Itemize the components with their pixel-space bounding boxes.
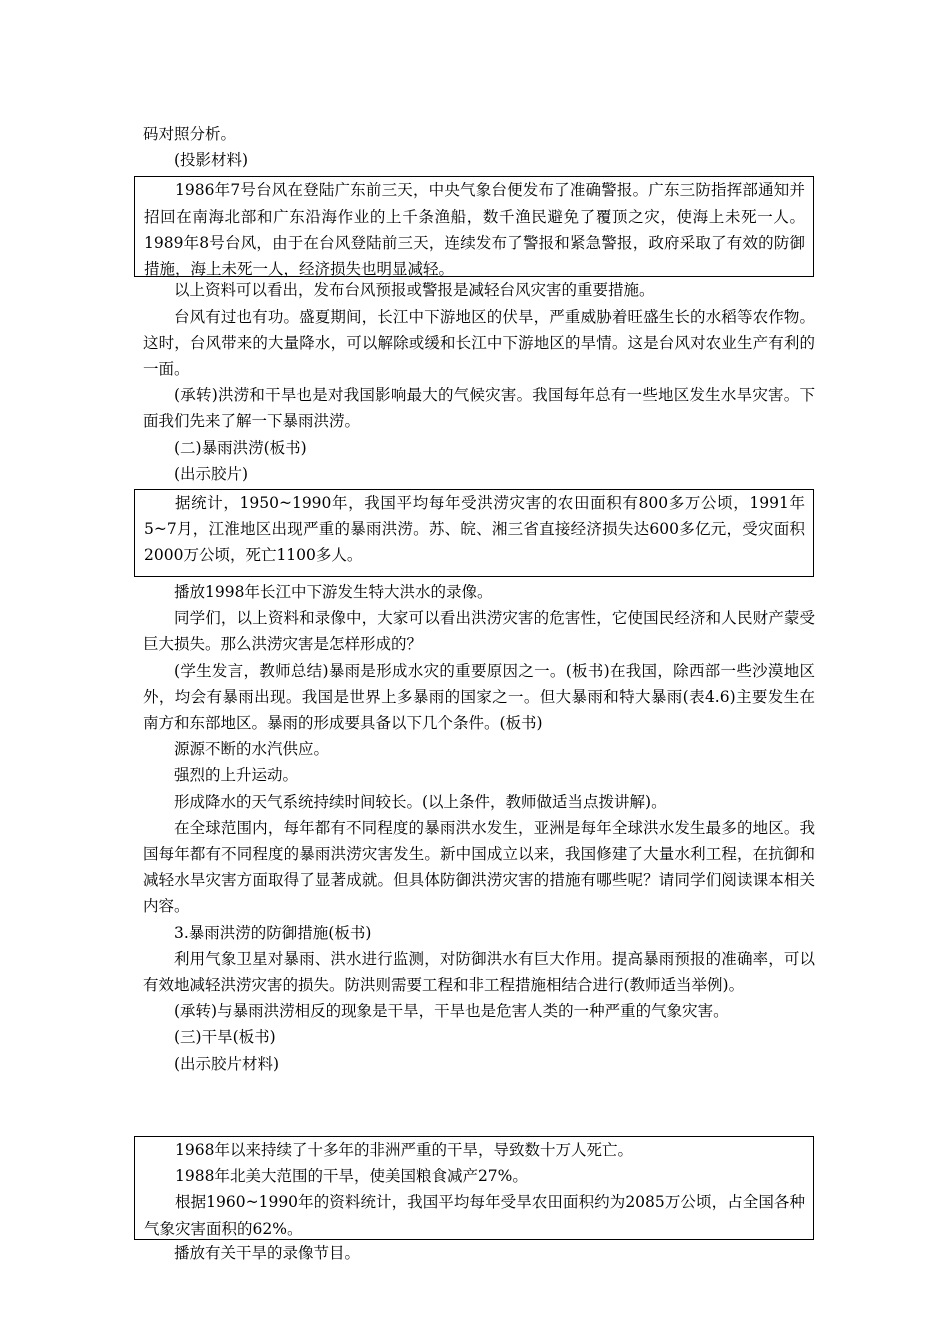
paragraph-measures: 利用气象卫星对暴雨、洪水进行监测，对防御洪水有巨大作用。提高暴雨预报的准确率，可以有效地减轻洪涝灾害的损失。防洪则需要工程和非工程措施相结合进行(教师适当举例)。: [143, 949, 815, 995]
paragraph-conclusion: 以上资料可以看出，发布台风预报或警报是减轻台风灾害的重要措施。: [174, 281, 655, 300]
paragraph-question: 同学们，以上资料和录像中，大家可以看出洪涝灾害的危害性，它使国民经济和人民财产蒙受巨大损失。那么洪涝灾害是怎样形成的？: [143, 609, 815, 654]
label-show-slide-material: (出示胶片材料): [174, 1054, 280, 1073]
paragraph-causes: (学生发言，教师总结)暴雨是形成水灾的重要原因之一。(板书)在我国，除西部一些沙漠地区外，均会有暴雨出现。我国是世界上多暴雨的国家之一。但大暴雨和特大暴雨(表4.6)主要发生在南方和东部地区。暴雨的形成要具备以下几个条件。(板书): [143, 661, 815, 733]
paragraph-global-flood: 在全球范围内，每年都有不同程度的暴雨洪水发生，亚洲是每年全球洪水发生最多的地区。我国每年都有不同程度的暴雨洪涝灾害发生。新中国成立以来，我国修建了大量水利工程，在抗御和减轻水旱灾害方面取得了显著成就。但具体防御洪涝灾害的措施有哪些呢？请同学们阅读课本相关内容。: [143, 818, 815, 916]
typhoon-material-text: 1986年7号台风在登陆广东前三天，中央气象台便发布了准确警报。广东三防指挥部通知并招回在南海北部和广东沿海作业的上千条渔船，数千渔民避免了覆顶之灾，使海上未死一人。1989年8号台风，由于在台风登陆前三天，连续发布了警报和紧急警报，政府采取了有效的防御措施，海上未死一人，经济损失也明显减轻。: [144, 181, 805, 279]
condition-item: 源源不断的水汽供应。: [174, 740, 330, 759]
typhoon-material-box: [134, 176, 814, 277]
blank-space: [143, 1077, 815, 1136]
paragraph-video-1998: 播放1998年长江中下游发生特大洪水的录像。: [174, 583, 493, 602]
paragraph-video-drought: 播放有关干旱的录像节目。: [174, 1243, 361, 1262]
paragraph-transition-drought: (承转)与暴雨洪涝相反的现象是干旱，干旱也是危害人类的一种严重的气象灾害。: [174, 1002, 729, 1021]
flood-statistics-text: 据统计，1950~1990年，我国平均每年受洪涝灾害的农田面积有800多万公顷，1991年5~7月，江淮地区出现严重的暴雨洪涝。苏、皖、湘三省直接经济损失达600多亿元，受灾面积2000万公顷，死亡1100多人。: [144, 494, 805, 565]
drought-material-box: [134, 1136, 814, 1240]
document-body: [143, 121, 815, 1266]
condition-item: 强烈的上升运动。: [174, 766, 299, 785]
label-projection-material: (投影材料): [174, 151, 249, 170]
flood-statistics-box: [134, 489, 814, 577]
condition-item: 形成降水的天气系统持续时间较长。(以上条件，教师做适当点拨讲解)。: [174, 792, 667, 811]
heading-rainstorm-flood: (二)暴雨洪涝(板书): [174, 438, 307, 457]
drought-material-line: 1988年北美大范围的干旱，使美国粮食减产27%。: [175, 1167, 528, 1186]
heading-drought: (三)干旱(板书): [174, 1028, 276, 1047]
heading-defense-measures: 3.暴雨洪涝的防御措施(板书): [174, 923, 372, 942]
label-show-slide: (出示胶片): [174, 464, 249, 483]
drought-material-line: 根据1960~1990年的资料统计，我国平均每年受旱农田面积约为2085万公顷，占全国各种气象灾害面积的62%。: [144, 1193, 805, 1238]
paragraph-typhoon-benefit: 台风有过也有功。盛夏期间，长江中下游地区的伏旱，严重威胁着旺盛生长的水稻等农作物。这时，台风带来的大量降水，可以解除或缓和长江中下游地区的旱情。这是台风对农业生产有利的一面。: [143, 307, 815, 379]
drought-material-line: 1968年以来持续了十多年的非洲严重的干旱，导致数十万人死亡。: [175, 1140, 633, 1159]
paragraph-continuation: 码对照分析。: [143, 125, 237, 143]
paragraph-transition-flood: (承转)洪涝和干旱也是对我国影响最大的气候灾害。我国每年总有一些地区发生水旱灾害。下面我们先来了解一下暴雨洪涝。: [143, 386, 815, 431]
